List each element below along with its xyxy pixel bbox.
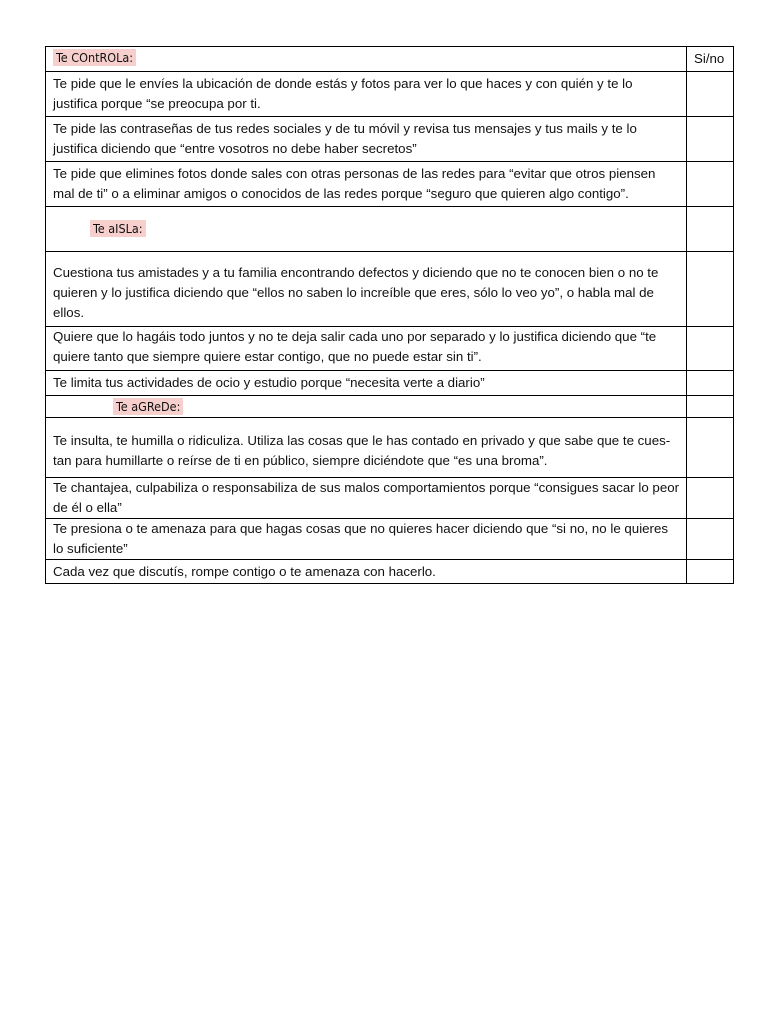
table-row xyxy=(46,371,734,396)
section-header-row xyxy=(46,207,734,252)
table-row xyxy=(46,117,734,162)
section-header-row xyxy=(46,396,734,418)
section-header-cell xyxy=(46,396,687,418)
answer-cell[interactable] xyxy=(687,418,734,478)
section-header-cell xyxy=(46,47,687,72)
item-text: Cuestiona tus amistades y a tu familia encontrando defectos y diciendo que no te conocen bien o no te quieren y lo justifica diciendo que “ellos no saben lo increíble que eres, sólo lo veo yo”, o habla mal de ellos. xyxy=(46,252,687,327)
item-text: Cada vez que discutís, rompe contigo o te amenaza con hacerlo. xyxy=(46,560,687,584)
answer-cell[interactable] xyxy=(687,162,734,207)
table-row xyxy=(46,327,734,371)
table-row xyxy=(46,162,734,207)
section-title-aisla: Te aISLa: xyxy=(90,220,146,237)
answer-cell[interactable] xyxy=(687,207,734,252)
item-text: Quiere que lo hagáis todo juntos y no te deja salir cada uno por separado y lo justifica diciendo que “te quiere tanto que siempre quiere estar contigo, que no puede estar sin ti”. xyxy=(46,327,687,371)
answer-cell[interactable] xyxy=(687,252,734,327)
answer-cell[interactable] xyxy=(687,72,734,117)
item-text: Te pide que le envíes la ubicación de donde estás y fotos para ver lo que haces y con quién y te lo justifica porque “se preocupa por ti. xyxy=(46,72,687,117)
table-row xyxy=(46,519,734,560)
answer-cell[interactable] xyxy=(687,117,734,162)
answer-cell[interactable] xyxy=(687,478,734,519)
table-row xyxy=(46,560,734,584)
answer-cell[interactable] xyxy=(687,327,734,371)
table-row xyxy=(46,418,734,478)
relationship-checklist-table xyxy=(45,46,734,584)
section-header-cell xyxy=(46,207,687,252)
section-header-row xyxy=(46,47,734,72)
item-text: Te pide las contraseñas de tus redes sociales y de tu móvil y revisa tus mensajes y tus mails y te lo justifica diciendo que “entre vosotros no debe haber secretos” xyxy=(46,117,687,162)
answer-cell[interactable] xyxy=(687,371,734,396)
item-text: Te insulta, te humilla o ridiculiza. Utiliza las cosas que le has contado en privado y que sabe que te cues- tan para humillarte o reírse de ti en público, siempre diciéndote que “es una broma”. xyxy=(46,418,687,478)
item-text: Te chantajea, culpabiliza o responsabiliza de sus malos comportamientos porque “consigues sacar lo peor de él o ella” xyxy=(46,478,687,519)
answer-cell[interactable] xyxy=(687,396,734,418)
item-text: Te presiona o te amenaza para que hagas cosas que no quieres hacer diciendo que “si no, no le quieres lo suficiente” xyxy=(46,519,687,560)
answer-cell[interactable] xyxy=(687,519,734,560)
answer-column-header: Si/no xyxy=(687,47,734,72)
answer-cell[interactable] xyxy=(687,560,734,584)
table-row xyxy=(46,478,734,519)
section-title-controla: Te COntROLa: xyxy=(53,49,136,66)
section-title-agrede: Te aGReDe: xyxy=(113,398,183,415)
item-text: Te pide que elimines fotos donde sales con otras personas de las redes para “evitar que otros piensen mal de ti” o a eliminar amigos o conocidos de las redes porque “seguro que quieren algo contigo”. xyxy=(46,162,687,207)
table-row xyxy=(46,252,734,327)
table-row xyxy=(46,72,734,117)
item-text: Te limita tus actividades de ocio y estudio porque “necesita verte a diario” xyxy=(46,371,687,396)
